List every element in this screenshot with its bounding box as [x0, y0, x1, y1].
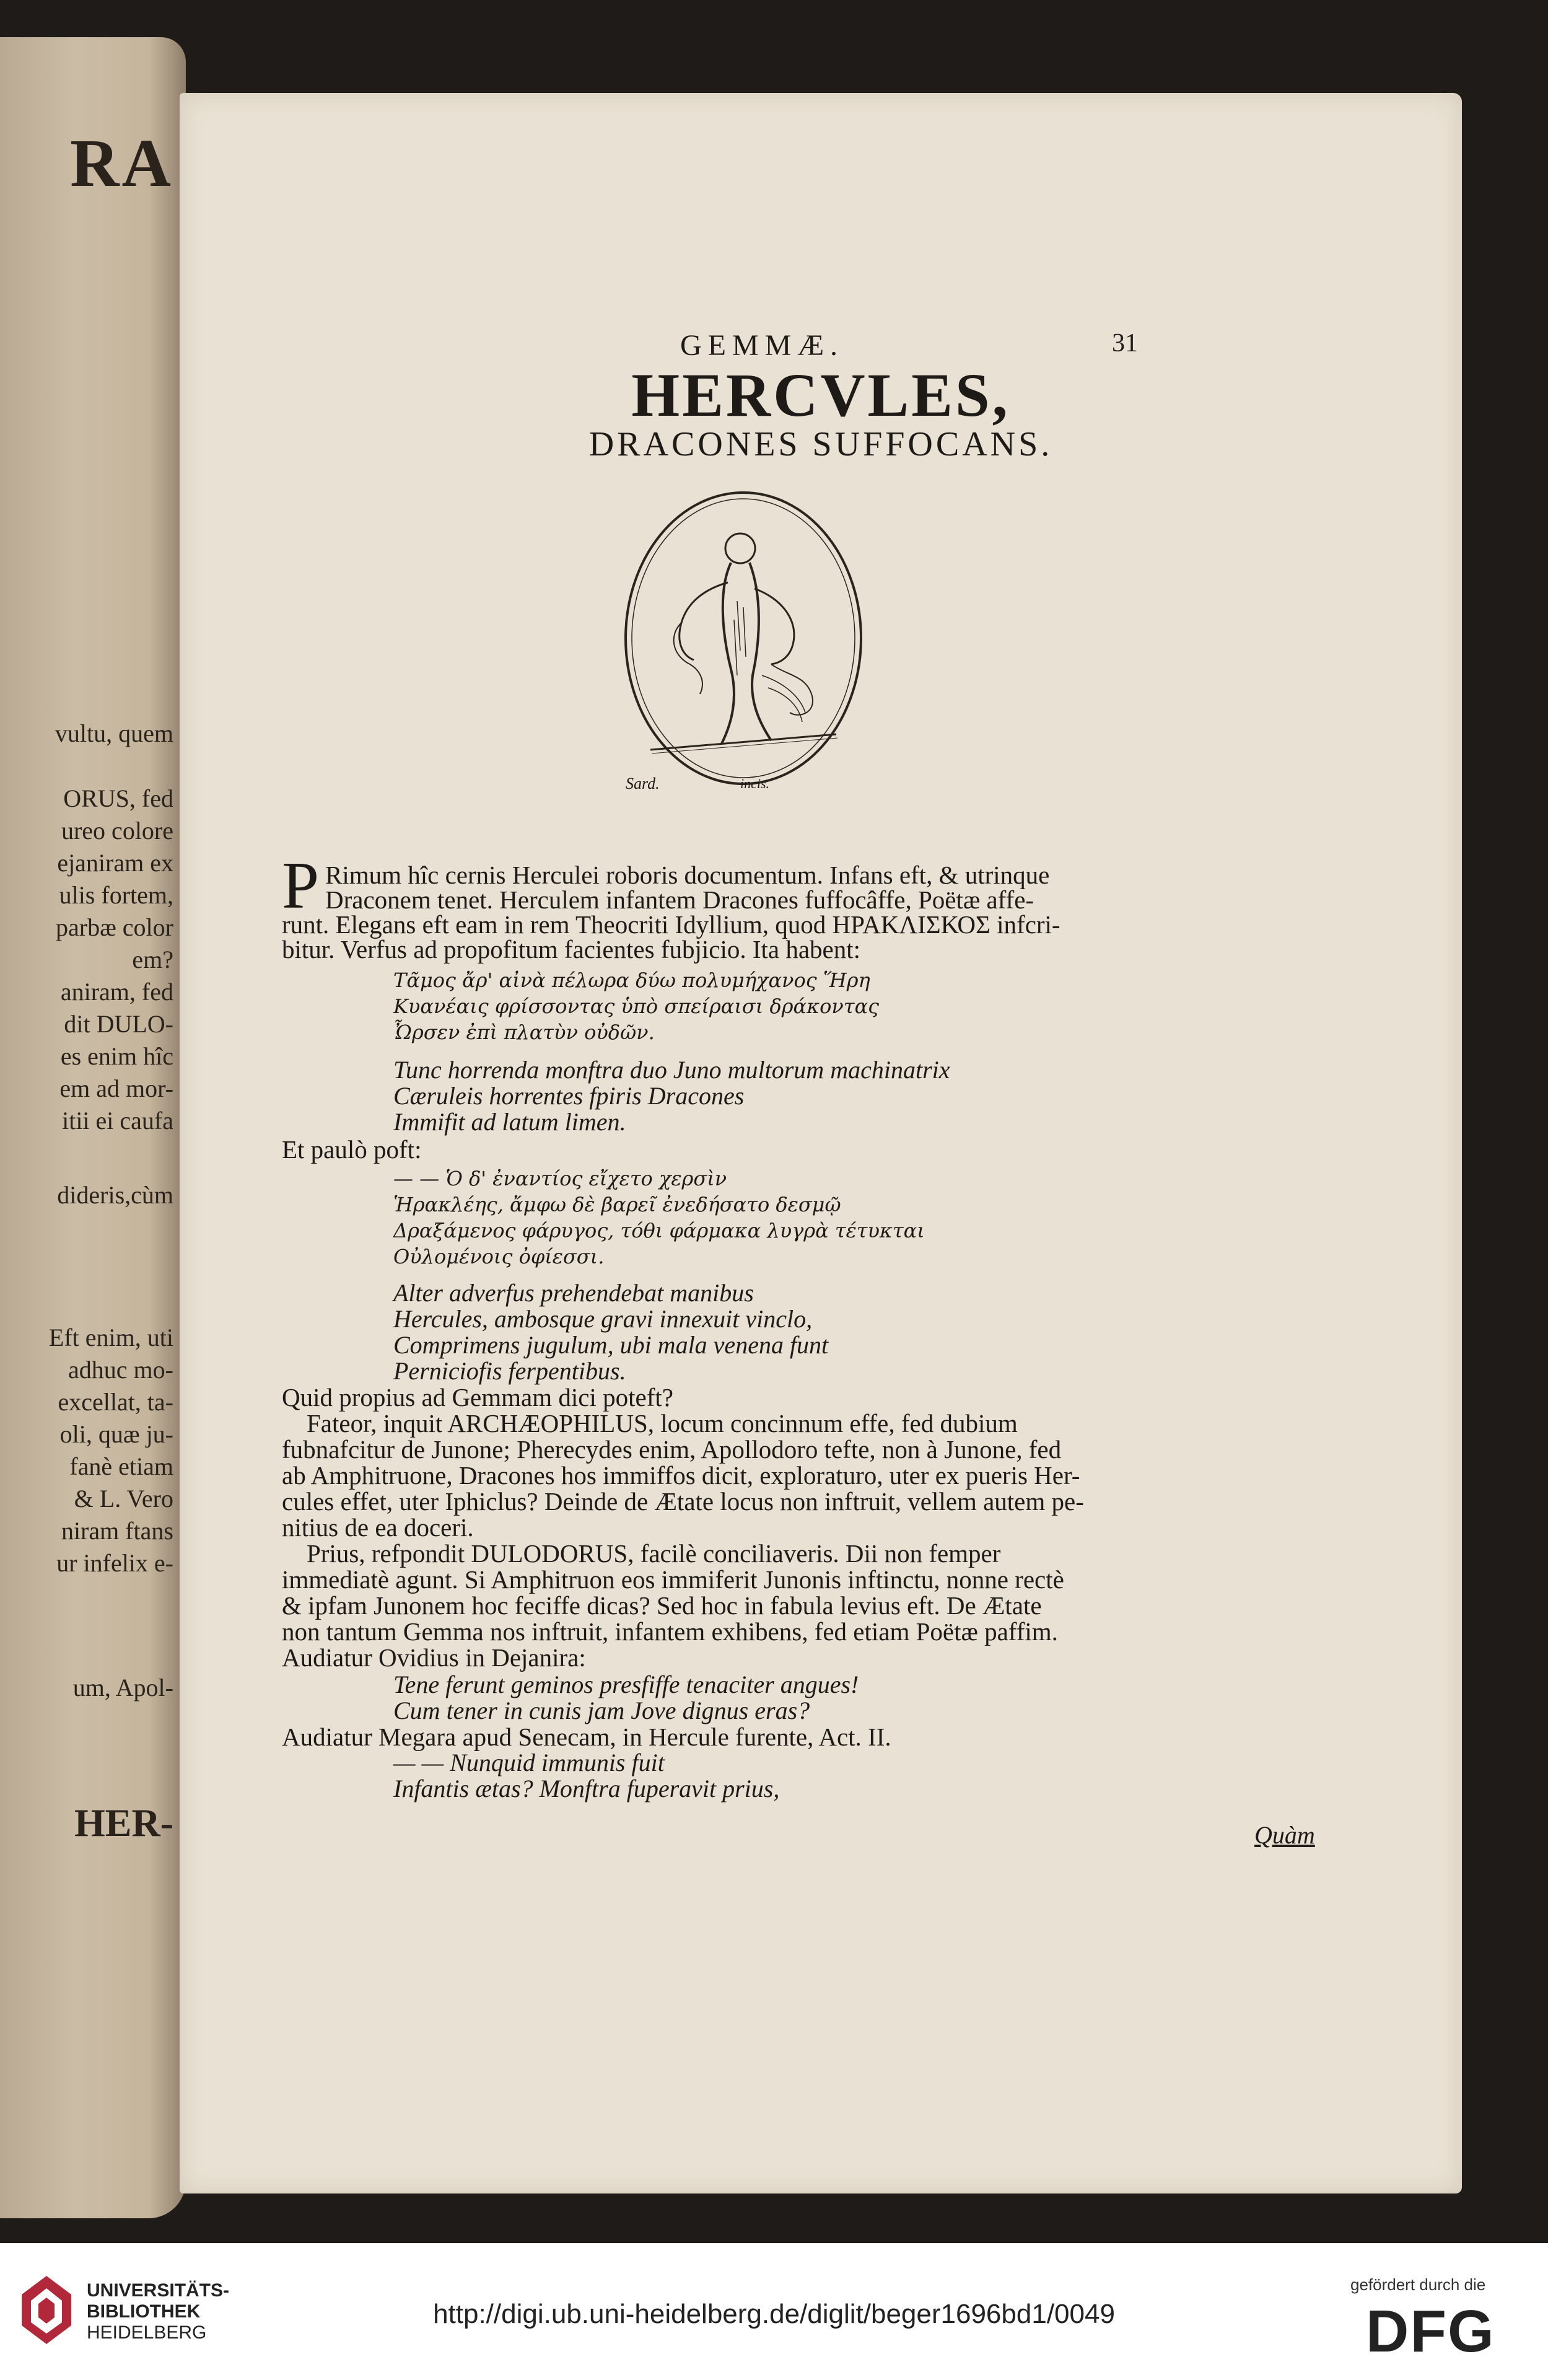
library-name-line: UNIVERSITÄTS-	[87, 2280, 230, 2301]
text-line: immediatè agunt. Si Amphitruon eos immiferit Junonis inftinctu, nonne rectè	[282, 1565, 1064, 1594]
text-line: ab Amphitruone, Dracones hos immiffos dicit, exploraturo, uter ex pueris Her-	[282, 1461, 1080, 1490]
left-line: ORUS, fed	[63, 784, 173, 812]
left-line: oli, quæ ju-	[59, 1420, 173, 1448]
text-line: Draconem tenet. Herculem infantem Dracones fuffocâffe, Poëtæ affe-	[325, 885, 1034, 914]
page-title: HERCVLES,	[631, 361, 1010, 429]
previous-page-edge	[0, 37, 186, 2218]
latin-verse: Immifit ad latum limen.	[393, 1108, 626, 1136]
greek-verse: Ἡρακλέης, ἄμφω δὲ βαρεῖ ἐνεδήσατο δεσμῷ	[393, 1193, 841, 1216]
permalink-url[interactable]: http://digi.ub.uni-heidelberg.de/diglit/beger1696bd1/0049	[433, 2299, 1115, 2329]
greek-verse: Τᾶμος ἄρ' αἰνὰ πέλωρα δύω πολυμήχανος Ἥρη	[393, 968, 870, 992]
text-line: nitius de ea doceri.	[282, 1513, 474, 1542]
text-line: runt. Elegans eft eam in rem Theocriti Idyllium, quod ΗΡΑΚΛΙΣΚΟΣ infcri-	[282, 910, 1060, 939]
latin-verse: Perniciofis ferpentibus.	[393, 1357, 626, 1385]
left-line: excellat, ta-	[58, 1388, 173, 1416]
text-line: cules effet, uter Iphiclus? Deinde de Ætate locus non inftruit, vellem autem pe-	[282, 1487, 1084, 1516]
text-line: Rimum hîc cernis Herculei roboris documentum. Infans eft, & utrinque	[325, 861, 1050, 889]
text-line: Et paulò poft:	[282, 1135, 422, 1164]
funding-label: gefördert durch die	[1350, 2275, 1486, 2294]
latin-verse: — — Nunquid immunis fuit	[393, 1749, 665, 1776]
left-line: dit DULO-	[64, 1010, 173, 1038]
left-line: um, Apol-	[72, 1674, 173, 1702]
left-line: parbæ color	[56, 913, 173, 941]
greek-verse: Δραξάμενος φάρυγος, τόθι φάρμακα λυγρὰ τέτυκται	[393, 1219, 925, 1242]
text-line: Audiatur Ovidius in Dejanira:	[282, 1643, 586, 1672]
left-line: aniram, fed	[60, 978, 173, 1006]
running-title: GEMMÆ.	[680, 329, 844, 362]
left-line: vultu, quem	[55, 719, 173, 747]
left-line: ejaniram ex	[57, 849, 173, 877]
latin-verse: Cæruleis horrentes fpiris Dracones	[393, 1082, 745, 1110]
gem-caption-left: Sard.	[626, 775, 660, 793]
left-line: ureo colore	[61, 817, 173, 845]
text-line: Fateor, inquit ARCHÆOPHILUS, locum concinnum effe, fed dubium	[307, 1409, 1018, 1438]
text-line: fubnafcitur de Junone; Pherecydes enim, Apollodoro tefte, non à Junone, fed	[282, 1435, 1062, 1464]
catchword: Quàm	[1254, 1821, 1315, 1849]
latin-verse: Tene ferunt geminos presfiffe tenaciter angues!	[393, 1671, 859, 1698]
left-line: itii ei caufa	[62, 1107, 173, 1135]
text-line: Audiatur Megara apud Senecam, in Hercule furente, Act. II.	[282, 1723, 891, 1751]
greek-verse: — — Ὁ δ' ἐναντίος εἴχετο χερσὶν	[393, 1167, 727, 1190]
left-line: ulis fortem,	[59, 881, 173, 909]
latin-verse: Infantis ætas? Monftra fuperavit prius,	[393, 1775, 780, 1803]
latin-verse: Alter adverfus prehendebat manibus	[393, 1279, 754, 1307]
gem-engraving	[613, 490, 873, 812]
greek-verse: Οὐλομένοις ὀφίεσσι.	[393, 1245, 605, 1268]
left-line: es enim hîc	[60, 1042, 173, 1070]
text-line: bitur. Verfus ad propofitum facientes fubjicio. Ita habent:	[282, 935, 861, 964]
left-line: adhuc mo-	[68, 1356, 173, 1384]
text-line: Quid propius ad Gemmam dici poteft?	[282, 1383, 673, 1412]
latin-verse: Cum tener in cunis jam Jove dignus eras?	[393, 1697, 810, 1724]
greek-verse: Ὦρσεν ἐπὶ πλατὺν οὐδῶν.	[393, 1021, 655, 1044]
latin-verse: Comprimens jugulum, ubi mala venena funt	[393, 1331, 829, 1359]
left-line: HER-	[74, 1801, 173, 1845]
left-line: Eft enim, uti	[48, 1324, 173, 1351]
text-line: & ipfam Junonem hoc feciffe dicas? Sed hoc in fabula levius eft. De Ætate	[282, 1591, 1042, 1620]
latin-verse: Tunc horrenda monftra duo Juno multorum machinatrix	[393, 1056, 950, 1084]
page-subtitle: DRACONES SUFFOCANS.	[588, 425, 1053, 463]
gem-caption-right: incis.	[740, 776, 770, 791]
text-line: Prius, refpondit DULODORUS, facilè conciliaveris. Dii non femper	[307, 1539, 1001, 1568]
left-heading-fragment: RA	[70, 125, 173, 201]
left-line: ur infelix e-	[56, 1549, 173, 1577]
drop-cap: P	[282, 849, 320, 923]
dfg-logo[interactable]: DFG	[1366, 2298, 1495, 2365]
greek-verse: Κυανέαις φρίσσοντας ὑπὸ σπείραισι δράκοντας	[393, 995, 880, 1018]
left-line: niram ftans	[61, 1517, 173, 1545]
library-name-line: HEIDELBERG	[87, 2322, 207, 2343]
library-name-line: BIBLIOTHEK	[87, 2301, 201, 2322]
page-number: 31	[1112, 329, 1138, 358]
latin-verse: Hercules, ambosque gravi innexuit vinclo,	[393, 1305, 813, 1333]
left-line: dideris,cùm	[57, 1181, 173, 1209]
book-page	[180, 93, 1462, 2193]
left-line: em ad mor-	[59, 1074, 173, 1102]
left-line: fanè etiam	[69, 1452, 173, 1480]
left-line: em?	[132, 946, 173, 973]
viewer-footer	[0, 2243, 1548, 2380]
text-line: non tantum Gemma nos inftruit, infantem exhibens, fed etiam Poëtæ paffim.	[282, 1617, 1058, 1646]
left-line: & L. Vero	[74, 1485, 173, 1513]
